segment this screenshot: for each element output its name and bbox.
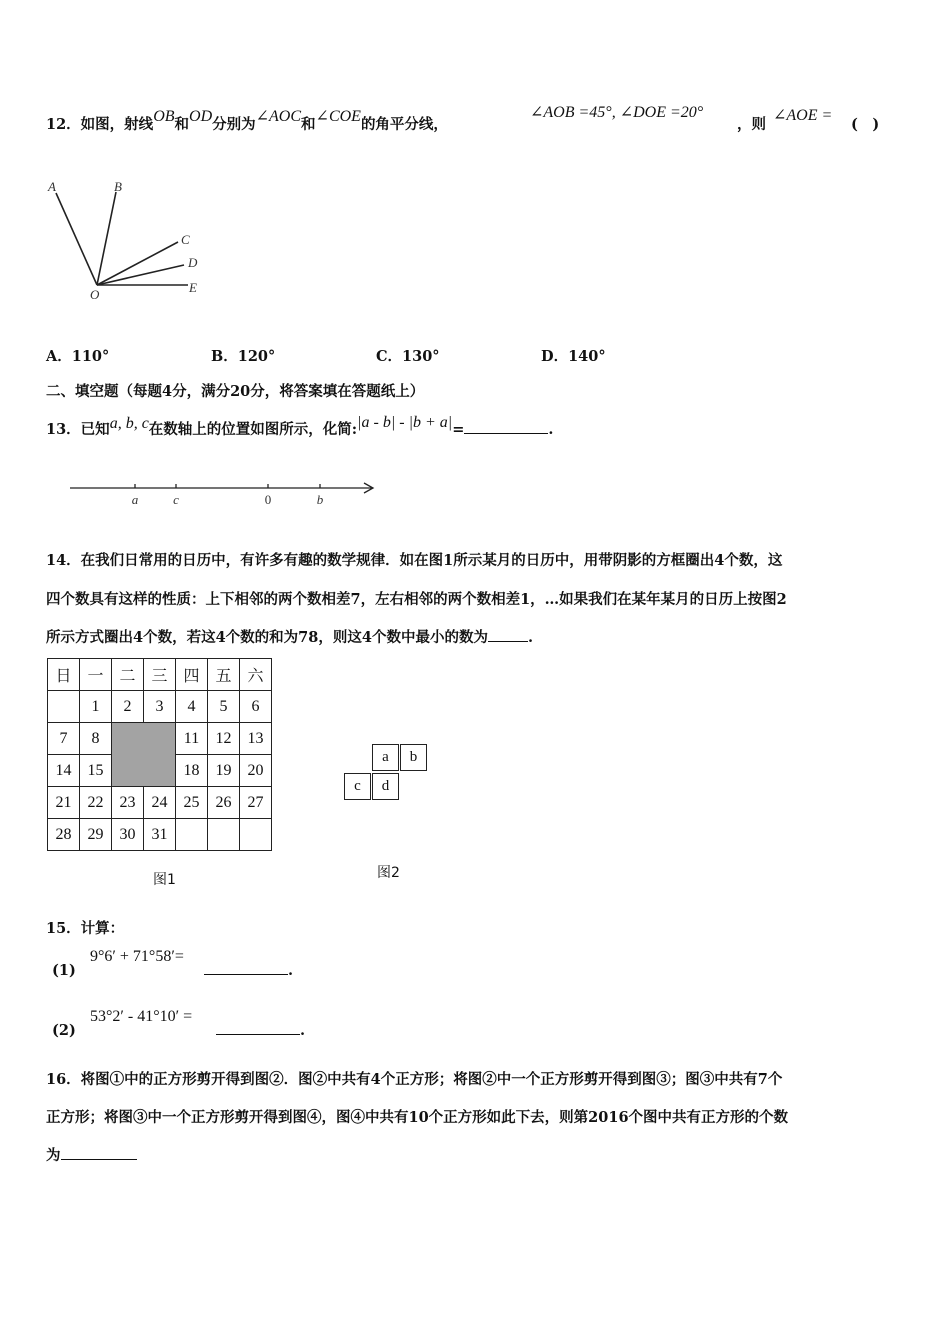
calendar-cell: 12 (208, 723, 240, 755)
calendar-cell: 24 (144, 787, 176, 819)
calendar-cell: 22 (80, 787, 112, 819)
calendar-header-cell: 四 (176, 659, 208, 691)
calendar-header-row (48, 659, 272, 691)
axis-label-c: c (173, 492, 179, 507)
calendar-cell: 15 (80, 755, 112, 787)
q16-line-2: 正方形；将图③中一个正方形剪开得到图④，图④中共有10个正方形如此下去，则第2016个图中共有正方形的个数 (46, 1109, 789, 1126)
q14-line-1: 14．在我们日常用的日历中，有许多有趣的数学规律．如在图1所示某月的日历中，用带阴影的方框圈出4个数，这 (46, 552, 783, 569)
fig2-cell-d: d (372, 773, 399, 800)
calendar-row (48, 787, 272, 819)
calendar-cell (208, 819, 240, 851)
calendar-cell (176, 819, 208, 851)
label-b: B (114, 179, 122, 194)
q12-mid-text: 分别为 (212, 116, 256, 133)
calendar-cell (48, 691, 80, 723)
section-heading: 二、填空题（每题4分，满分20分，将答案填在答题纸上） (46, 383, 425, 400)
label-e: E (189, 280, 197, 295)
calendar-cell: 1 (80, 691, 112, 723)
angle-aoc: ∠AOC (255, 108, 302, 125)
q15-part-1-end: . (288, 962, 294, 979)
ray-ob: OB (153, 108, 175, 125)
calendar-cell: 30 (112, 819, 144, 851)
q13-answer-blank (464, 421, 548, 434)
calendar-cell: 18 (176, 755, 208, 787)
q13-expression: |a - b| - |b + a| (357, 414, 453, 431)
q12-number: 12．如图，射线 (46, 116, 154, 133)
calendar-cell: 11 (176, 723, 208, 755)
calendar-cell: 8 (80, 723, 112, 755)
q12-stem (46, 108, 448, 134)
q15-part-1-answer (204, 962, 293, 979)
calendar-cell: 20 (240, 755, 272, 787)
calendar-cell: 27 (240, 787, 272, 819)
q13-end: . (548, 421, 554, 438)
ray-ob-line (97, 192, 116, 285)
q16-line-3-text: 为 (46, 1147, 61, 1164)
calendar-row (48, 723, 272, 755)
q15-part-2-end: . (300, 1022, 306, 1039)
choice-d: D．140° (541, 348, 606, 365)
q14-answer-blank (488, 629, 528, 642)
q16-line-1: 16．将图①中的正方形剪开得到图②．图②中共有4个正方形；将图②中一个正方形剪开得到图③；图③中共有7个 (46, 1071, 783, 1088)
calendar-header-cell: 五 (208, 659, 240, 691)
q14-line-2: 四个数具有这样的性质：上下相邻的两个数相差7，左右相邻的两个数相差1，…如果我们在某年某月的日历上按图2 (46, 591, 787, 608)
figure-1-caption: 图1 (153, 872, 176, 888)
q12-and-2: 和 (301, 116, 316, 133)
label-c: C (181, 232, 190, 247)
calendar-cell: 4 (176, 691, 208, 723)
q15-part-1-label: (1) (52, 962, 76, 979)
q15-part-2-answer (216, 1022, 305, 1039)
calendar-cell: 25 (176, 787, 208, 819)
choice-c: C．130° (376, 348, 440, 365)
calendar-cell: 2 (112, 691, 144, 723)
q12-answer-parens: ( ) (851, 116, 880, 133)
calendar-cell: 14 (48, 755, 80, 787)
q15-part-2-blank (216, 1022, 300, 1035)
calendar-cell (240, 819, 272, 851)
q13-number: 13．已知 (46, 421, 110, 438)
q15-part-2-label: (2) (52, 1022, 76, 1039)
calendar-header-cell: 三 (144, 659, 176, 691)
ray-od: OD (189, 108, 213, 125)
q12-and-1: 和 (174, 116, 190, 133)
angle-coe: ∠COE (315, 108, 361, 125)
figure-2-caption: 图2 (377, 865, 400, 881)
calendar-cell: 3 (144, 691, 176, 723)
q14-end: . (527, 629, 534, 646)
calendar-cell: 29 (80, 819, 112, 851)
calendar-cell: 31 (144, 819, 176, 851)
calendar-figure-1 (47, 658, 272, 851)
q15-title: 15．计算： (46, 920, 125, 937)
label-a: A (48, 179, 56, 194)
axis-label-b: b (316, 492, 324, 507)
q12-given-angles: ∠AOB =45°, ∠DOE =20° (530, 104, 704, 121)
q14-line-3-text: 所示方式圈出4个数，若这4个数的和为78，则这4个数中最小的数为 (46, 629, 488, 646)
q16-line-3 (46, 1144, 137, 1165)
calendar-header-cell: 一 (80, 659, 112, 691)
q12-then-text: ，则 (737, 116, 766, 133)
shaded-selection-box (112, 723, 176, 787)
label-d: D (188, 255, 198, 270)
ray-oc (97, 242, 178, 285)
calendar-cell: 6 (240, 691, 272, 723)
q16-answer-blank (61, 1147, 137, 1160)
fig2-cell-c: c (344, 773, 371, 800)
calendar-row (48, 819, 272, 851)
axis-label-a: a (131, 492, 139, 507)
q15-part-1-expression: 9°6′ + 71°58′= (90, 948, 184, 965)
axis-label-zero: 0 (264, 492, 272, 507)
ray-od-line (97, 265, 184, 285)
calendar-cell: 13 (240, 723, 272, 755)
calendar-row (48, 691, 272, 723)
q14-line-3 (46, 626, 533, 647)
q15-part-1-blank (204, 962, 288, 975)
q13-variables: a, b, c (109, 415, 149, 432)
q13-stem (46, 414, 554, 439)
calendar-header-cell: 日 (48, 659, 80, 691)
calendar-cell: 21 (48, 787, 80, 819)
calendar-header-cell: 二 (112, 659, 144, 691)
choice-b: B．120° (211, 348, 276, 365)
calendar-cell: 23 (112, 787, 144, 819)
calendar-header-cell: 六 (240, 659, 272, 691)
number-line (60, 475, 390, 511)
q13-mid-text: 在数轴上的位置如图所示，化简: (148, 421, 358, 438)
ray-oa (56, 193, 97, 285)
calendar-cell: 5 (208, 691, 240, 723)
q12-ray-diagram (40, 175, 220, 305)
calendar-cell: 26 (208, 787, 240, 819)
calendar-cell: 19 (208, 755, 240, 787)
q12-asked-angle: ∠AOE = (773, 107, 833, 124)
choice-a: A．110° (46, 348, 110, 365)
q12-tail-text: 的角平分线， (360, 116, 448, 133)
fig2-cell-b: b (400, 744, 427, 771)
calendar-cell: 28 (48, 819, 80, 851)
label-o: O (90, 287, 100, 302)
fig2-cell-a: a (372, 744, 399, 771)
calendar-cell: 7 (48, 723, 80, 755)
q13-equals: = (452, 421, 465, 438)
q15-part-2-expression: 53°2′ - 41°10′ = (90, 1008, 193, 1025)
